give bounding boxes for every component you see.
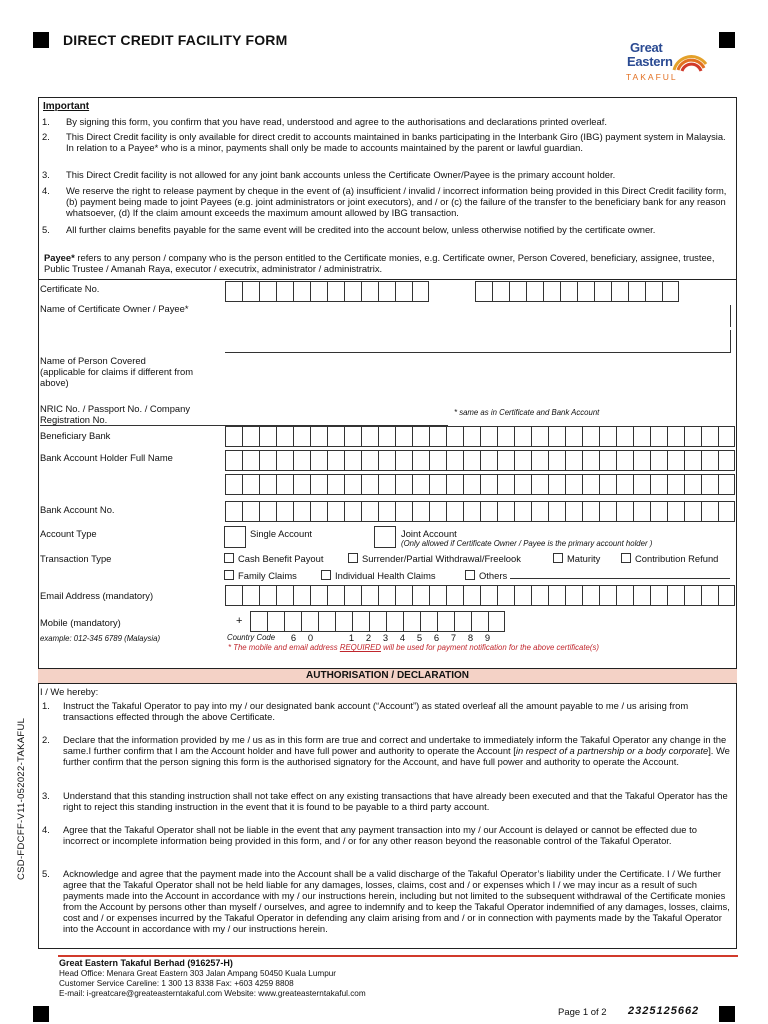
email-label: Email Address (mandatory) [40, 590, 154, 601]
logo-text-eastern: Eastern [627, 54, 673, 69]
important-item-3 [42, 170, 732, 181]
logo-text-great: Great [630, 40, 663, 55]
item-text: Understand that this standing instruction shall not take effect on any existing transactions that have already been executed and that the Takaful Operator has the right to reject this standing instruction in the event that it is found to be payable to a third party account. [63, 790, 728, 812]
mobile-label: Mobile (mandatory) [40, 617, 121, 628]
plus-sign: + [236, 615, 243, 627]
single-account-checkbox[interactable] [224, 526, 246, 548]
important-heading: Important [43, 101, 90, 112]
tx-contribution-refund[interactable] [621, 553, 718, 564]
declaration-item-2 [42, 734, 732, 767]
side-form-code: CSD-FDCFF-V11-052022-TAKAFUL [16, 717, 27, 880]
item-number: 5. [42, 224, 50, 235]
item-text: All further claims benefits payable for the same event will be credited into the account below, unless otherwise notified by the certificate owner. [66, 224, 656, 235]
registration-mark-bottom-left [33, 1006, 49, 1022]
mobile-email-note [228, 643, 599, 652]
checkbox-icon[interactable] [553, 553, 563, 563]
footer-careline: Customer Service Careline: 1 300 13 8338 Fax: +603 4259 8808 [59, 979, 294, 988]
tx-cash-benefit-label: Cash Benefit Payout [238, 553, 324, 564]
important-item-1 [42, 117, 732, 128]
digit-guide-digit: 9 [484, 632, 491, 643]
footer-divider [58, 955, 738, 957]
item-text: We reserve the right to release payment by cheque in the event of (a) insufficient / invalid / incorrect information being provided in this Direct Credit facility form, (b) payment being made to joint Payees (e.g. joint administrators or joint executors), and / or (c) the failure of the transfer to the beneficiary bank for any reason whatsoever, (d) If the claim amount exceeds the maximum amount allowed by IBG transaction. [66, 185, 727, 218]
digit-guide-digit: 4 [399, 632, 406, 643]
registration-mark-top-left [33, 32, 49, 48]
item-text-b: ]. We further confirm that the person signing this form is the authorised signatory for the Account, and have full power and authority to operate the Account. [63, 745, 730, 767]
country-code-digit: 0 [307, 632, 314, 643]
page-number: Page 1 of 2 [558, 1007, 607, 1018]
payee-definition [44, 252, 734, 274]
tx-individual-health[interactable] [321, 570, 436, 581]
logo-arc-icon [670, 38, 708, 72]
owner-name-label: Name of Certificate Owner / Payee* [40, 303, 189, 314]
joint-account-checkbox[interactable] [374, 526, 396, 548]
checkbox-icon[interactable] [348, 553, 358, 563]
country-code-digits [285, 632, 319, 643]
account-no-boxes[interactable] [225, 501, 735, 522]
item-text: Agree that the Takaful Operator shall not be liable in the event that any payment transaction into my / our Account is delayed or cannot be effected due to incorrect or incomplete information being provided in this form, and / or for any other reason beyond the reasonable control of the Takaful Operator. [63, 824, 697, 846]
transaction-type-label: Transaction Type [40, 553, 112, 564]
digit-guide-digit: 8 [467, 632, 474, 643]
divider-important [38, 279, 737, 280]
tx-cash-benefit[interactable] [224, 553, 323, 564]
item-number: 3. [42, 169, 50, 180]
item-text: Acknowledge and agree that the payment made into the Account shall be a valid discharge of the Takaful Operator’s liability under the Certificate. I / We further agree that the Takaful Operator shall not be held liable for any damages, losses, claims, cost and / or expenses which I / we may incur as a result of such payments made into the Account in accordance with my / our instructions herein, including but not limited to the subsequent withdrawal of the Certificate monies from the Account by persons other than myself / ourselves, and agree to indemnify and to keep the Takaful Operator indemnified of any damages, losses, claims, cost and / or expenses incurred by the Takaful Operator in defending any claim arising from and / or in connection with payments made by the Takaful Operator into the Account in accordance with my / our instructions herein. [63, 868, 730, 934]
account-no-label: Bank Account No. [40, 504, 115, 515]
beneficiary-bank-label: Beneficiary Bank [40, 430, 111, 441]
footer-head-office: Head Office: Menara Great Eastern 303 Jalan Ampang 50450 Kuala Lumpur [59, 969, 337, 978]
tx-individual-health-label: Individual Health Claims [335, 570, 436, 581]
tx-family-claims[interactable] [224, 570, 297, 581]
holder-name-label: Bank Account Holder Full Name [40, 452, 173, 463]
declaration-item-3 [42, 790, 732, 812]
person-covered-label [40, 356, 193, 388]
digit-guide [343, 632, 496, 643]
certificate-no-boxes-2[interactable] [475, 281, 679, 302]
email-boxes[interactable] [225, 585, 735, 606]
logo-text-takaful: TAKAFUL [626, 72, 678, 82]
footer-company: Great Eastern Takaful Berhad (916257-H) [59, 958, 233, 968]
important-item-4 [42, 186, 732, 218]
holder-name-boxes-2[interactable] [225, 474, 735, 495]
item-number: 4. [42, 824, 50, 835]
mobile-note-required: REQUIRED [339, 643, 381, 652]
item-text: This Direct Credit facility is only available for direct credit to accounts maintained in banks participating in the Interbank Giro (IBG) payment system in Malaysia. In relation to a Payee* who is a minor, payments shall only be made to accounts maintained by the parent or lawful guardian. [66, 131, 726, 153]
mobile-note-pre: * The mobile and email address [228, 643, 340, 652]
checkbox-icon[interactable] [224, 570, 234, 580]
item-number: 2. [42, 734, 50, 745]
person-covered-line3: above) [40, 376, 69, 388]
declaration-item-1 [42, 700, 732, 722]
mobile-example: example: 012-345 6789 (Malaysia) [40, 634, 161, 643]
form-code-number: 2325125662 [628, 1005, 700, 1017]
important-item-5 [42, 225, 732, 236]
beneficiary-bank-boxes[interactable] [225, 426, 735, 447]
digit-guide-digit: 1 [348, 632, 355, 643]
same-as-note: * same as in Certificate and Bank Account [454, 408, 600, 417]
certificate-no-boxes-1[interactable] [225, 281, 429, 302]
digit-guide-digit: 3 [382, 632, 389, 643]
joint-account-note: (Only allowed if Certificate Owner / Payee is the primary account holder ) [401, 539, 653, 548]
tx-maturity[interactable] [553, 553, 600, 564]
tx-others[interactable] [465, 570, 507, 581]
item-text: By signing this form, you confirm that you have read, understood and agree to the authorisations and declarations printed overleaf. [66, 116, 607, 127]
mobile-boxes[interactable] [250, 611, 505, 632]
item-number: 5. [42, 868, 50, 879]
tx-family-claims-label: Family Claims [238, 570, 297, 581]
checkbox-icon[interactable] [224, 553, 234, 563]
tx-maturity-label: Maturity [567, 553, 601, 564]
joint-account-label: Joint Account [401, 528, 457, 539]
registration-mark-top-right [719, 32, 735, 48]
item-text: Instruct the Takaful Operator to pay into my / our designated bank account (“Account”) as stated overleaf all the amount payable to me / us arising from transactions effected through the above Certificate. [63, 700, 689, 722]
registration-mark-bottom-right [719, 1006, 735, 1022]
owner-name-input-line[interactable] [225, 352, 731, 353]
form-title: DIRECT CREDIT FACILITY FORM [63, 32, 288, 48]
item-number: 4. [42, 185, 50, 196]
tx-others-label: Others [479, 570, 508, 581]
digit-guide-digit: 7 [450, 632, 457, 643]
item-number: 3. [42, 790, 50, 801]
declaration-item-4 [42, 824, 732, 846]
item-number: 1. [42, 116, 50, 127]
digit-guide-digit: 2 [365, 632, 372, 643]
item-text: This Direct Credit facility is not allowed for any joint bank accounts unless the Certificate Owner/Payee is the primary account holder. [66, 169, 616, 180]
nric-line2: Registration No. [40, 413, 108, 425]
great-eastern-logo [626, 36, 706, 86]
nric-line1: NRIC No. / Passport No. / Company [40, 403, 191, 414]
account-type-label: Account Type [40, 528, 97, 539]
holder-name-boxes-1[interactable] [225, 450, 735, 471]
person-covered-line1: Name of Person Covered [40, 355, 146, 366]
digit-guide-digit: 5 [416, 632, 423, 643]
important-item-2 [42, 132, 732, 154]
tx-surrender-label: Surrender/Partial Withdrawal/Freelook [362, 553, 521, 564]
person-covered-line2: (applicable for claims if different from [40, 365, 194, 377]
item-text [63, 734, 732, 767]
item-number: 2. [42, 131, 50, 142]
authorisation-band: AUTHORISATION / DECLARATION [38, 668, 737, 684]
mobile-note-post: will be used for payment notification for the above certificate(s) [380, 643, 599, 652]
person-covered-line-tick [730, 330, 731, 352]
item-text-italic: in respect of a partnership or a body corporate [515, 745, 709, 756]
checkbox-icon[interactable] [465, 570, 475, 580]
single-account-label: Single Account [250, 528, 313, 539]
nric-label [40, 404, 190, 426]
declaration-intro: I / We hereby: [40, 686, 99, 697]
tx-surrender[interactable] [348, 553, 521, 564]
certificate-no-label: Certificate No. [40, 283, 100, 294]
item-number: 1. [42, 700, 50, 711]
checkbox-icon[interactable] [621, 553, 631, 563]
owner-name-line-tick [730, 305, 731, 327]
footer-email-web: E-mail: i-greatcare@greateasterntakaful.com Website: www.greateasterntakaful.com [59, 989, 366, 998]
payee-text: refers to any person / company who is the person entitled to the Certificate monies, e.g. Certificate owner, Person Covered, beneficiary, assignee, trustee, Public Trustee / Amanah Raya, executor / executrix, administrator / administratrix. [44, 252, 715, 274]
country-code-digit: 6 [290, 632, 297, 643]
tx-others-input-line[interactable] [510, 578, 730, 579]
tx-contribution-refund-label: Contribution Refund [635, 553, 719, 564]
item-text-a: Declare that the information provided by me / us as in this form are true and correct and undertake to immediately inform the Takaful Operator any change in the same.I further confirm that I am the Account holder and have full power and authority to operate the Account [ [63, 734, 727, 756]
payee-term: Payee* [44, 252, 75, 263]
country-code-label: Country Code [227, 633, 276, 642]
declaration-item-5 [42, 868, 732, 934]
checkbox-icon[interactable] [321, 570, 331, 580]
digit-guide-digit: 6 [433, 632, 440, 643]
